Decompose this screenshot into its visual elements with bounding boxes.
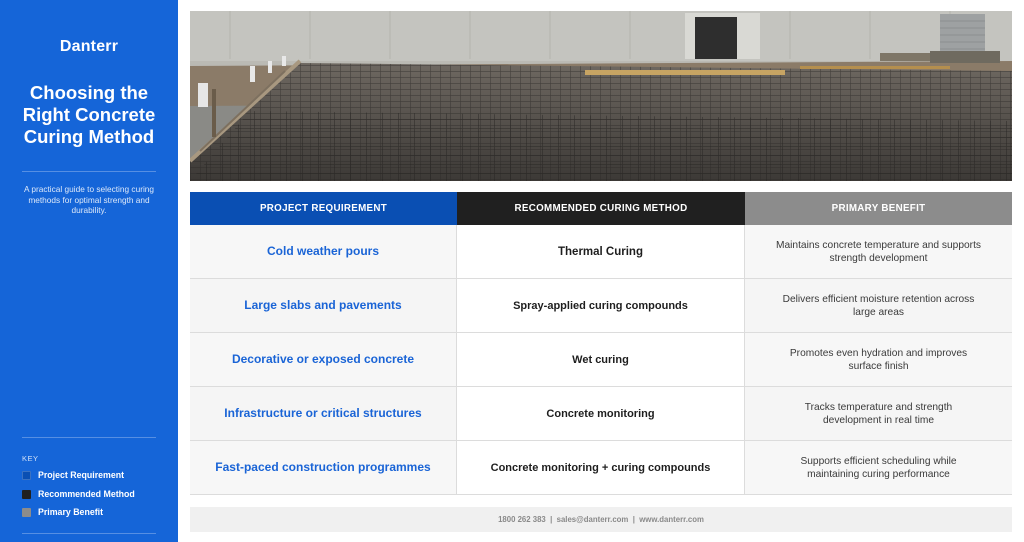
- page-description: A practical guide to selecting curing methods for optimal strength and durability.: [23, 184, 155, 215]
- table-body: [190, 225, 1012, 495]
- method-cell: Concrete monitoring: [457, 387, 745, 440]
- method-cell: Spray-applied curing compounds: [457, 279, 745, 332]
- benefit-cell: Tracks temperature and strength development in real time: [804, 401, 953, 426]
- requirement-cell: Fast-paced construction programmes: [190, 441, 457, 494]
- table-row: [190, 225, 1012, 279]
- key-swatch-benefit: [22, 508, 31, 517]
- construction-site-image: [190, 11, 1012, 181]
- method-cell: Thermal Curing: [457, 225, 745, 278]
- key-item-benefit: [22, 507, 103, 517]
- key-item-method: [22, 489, 135, 499]
- key-item-label: Project Requirement: [38, 470, 125, 480]
- curing-method-table: [190, 192, 1012, 495]
- key-item-label: Recommended Method: [38, 489, 135, 499]
- key-swatch-method: [22, 490, 31, 499]
- requirement-cell: Decorative or exposed concrete: [190, 333, 457, 386]
- sidebar: [0, 0, 178, 542]
- page-title: Choosing the Right Concrete Curing Method: [22, 82, 156, 147]
- benefit-cell: Maintains concrete temperature and supports strength development: [776, 239, 981, 264]
- table-header: [190, 192, 1012, 225]
- benefit-cell: Delivers efficient moisture retention across large areas: [782, 293, 975, 318]
- method-cell: Wet curing: [457, 333, 745, 386]
- brand-logo[interactable]: [0, 38, 178, 56]
- key-divider: [22, 437, 156, 438]
- header-project-requirement: PROJECT REQUIREMENT: [190, 192, 457, 225]
- benefit-cell: Supports efficient scheduling while maintaining curing performance: [800, 455, 957, 480]
- table-row: [190, 279, 1012, 333]
- table-row: [190, 441, 1012, 495]
- method-cell: Concrete monitoring + curing compounds: [457, 441, 745, 494]
- header-primary-benefit: PRIMARY BENEFIT: [745, 192, 1012, 225]
- requirement-cell: Infrastructure or critical structures: [190, 387, 457, 440]
- key-item-requirement: [22, 470, 124, 480]
- sidebar-bottom-divider: [22, 533, 156, 534]
- key-swatch-requirement: [22, 471, 31, 480]
- table-row: [190, 387, 1012, 441]
- requirement-cell: Cold weather pours: [190, 225, 457, 278]
- contact-details[interactable]: 1800 262 383 | sales@danterr.com | www.danterr.com: [498, 515, 704, 524]
- key-heading: KEY: [22, 454, 39, 463]
- benefit-cell: Promotes even hydration and improves surface finish: [789, 347, 968, 372]
- sidebar-divider: [22, 171, 156, 172]
- logo-text: Danterr: [59, 38, 119, 55]
- key-item-label: Primary Benefit: [38, 507, 104, 517]
- hero-photo: [190, 11, 1012, 181]
- contact-footer: [190, 507, 1012, 532]
- header-recommended-method: RECOMMENDED CURING METHOD: [457, 192, 745, 225]
- table-row: [190, 333, 1012, 387]
- requirement-cell: Large slabs and pavements: [190, 279, 457, 332]
